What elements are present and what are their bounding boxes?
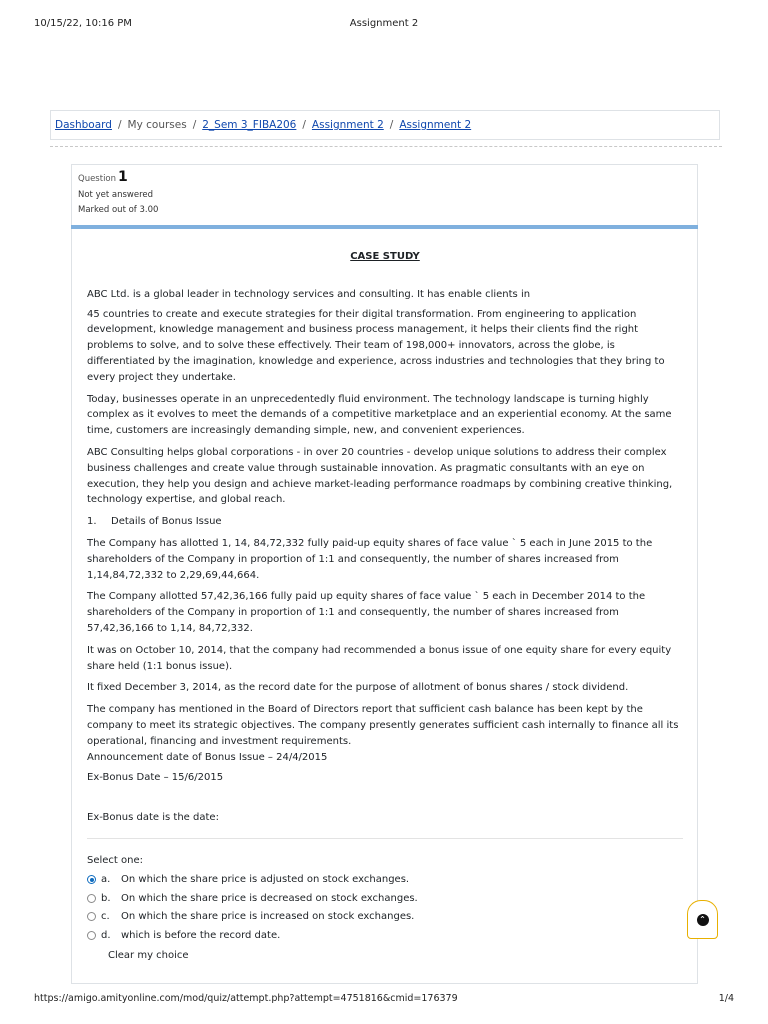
radio-c[interactable] [87, 912, 96, 921]
option-text: On which the share price is adjusted on stock exchanges. [121, 874, 410, 886]
clear-choice-link[interactable]: Clear my choice [108, 949, 189, 961]
breadcrumb-my-courses: My courses [127, 119, 187, 131]
case-paragraph: The Company has allotted 1, 14, 84,72,332 fully paid-up equity shares of face value ` 5 each in June 2015 to the shareholders of the Company in proportion of 1:1 and consequently, the number of shares increased from 1,14,84,72,332 to 2,29,69,44,664. [87, 537, 653, 581]
radio-b[interactable] [87, 894, 96, 903]
case-paragraph: ABC Consulting helps global corporations - in over 20 countries - develop unique solutions to address their complex business challenges and create value through sustainable innovation. As pragmatic consultants with an eye on execution, they help you design and achieve market-leading performance roadmaps by combining creative thinking, technology expertise, and global reach. [87, 446, 673, 506]
answer-option-a[interactable] [87, 871, 683, 890]
breadcrumb-course[interactable]: 2_Sem 3_FIBA206 [202, 119, 297, 131]
radio-d[interactable] [87, 931, 96, 940]
option-text: On which the share price is increased on stock exchanges. [121, 911, 415, 923]
case-paragraph: ABC Ltd. is a global leader in technology services and consulting. It has enable clients in [87, 288, 531, 300]
breadcrumb-separator: / [302, 119, 306, 131]
breadcrumb [50, 110, 720, 140]
option-letter: b. [101, 892, 111, 904]
question-label: Question [78, 174, 117, 184]
breadcrumb-dashboard[interactable]: Dashboard [55, 119, 112, 131]
question-text: Ex-Bonus date is the date: [87, 812, 219, 824]
answer-divider [87, 838, 683, 839]
print-datetime: 10/15/22, 10:16 PM [34, 18, 132, 29]
select-one-prompt: Select one: [87, 854, 144, 866]
case-paragraph: It fixed December 3, 2014, as the record date for the purpose of allotment of bonus shares / stock dividend. [87, 682, 629, 694]
answer-option-c[interactable] [87, 908, 683, 927]
question-info [71, 164, 698, 226]
question-number: 1 [118, 169, 128, 185]
case-study-title: CASE STUDY [350, 251, 420, 262]
case-paragraph: Today, businesses operate in an unprecedentedly fluid environment. The technology landscape is turning highly complex as it evolves to meet the demands of a competitive marketplace and an experiential economy. At the same time, customers are increasingly demanding simple, new, and convenient experiences. [87, 393, 672, 437]
option-letter: c. [101, 911, 110, 923]
question-status: Not yet answered [78, 190, 154, 200]
option-text: which is before the record date. [121, 929, 281, 941]
case-paragraph: 45 countries to create and execute strategies for their digital transformation. From engineering to application development, knowledge management and business process management, it helps their clients find the right problems to solve, and to solve these effectively. Their team of 198,000+ innovators, across the globe, is differentiated by the imagination, knowledge and experience, across industries and technologies that they bring to every project they undertake. [87, 308, 665, 383]
case-paragraph: The Company allotted 57,42,36,166 fully paid up equity shares of face value ` 5 each in December 2014 to the shareholders of the Company in proportion of 1:1 and consequently, the number of shares increased from 57,42,36,166 to 1,14, 84,72,332. [87, 591, 646, 634]
option-letter: a. [101, 874, 111, 886]
chevron-up-icon: ⌃ [697, 914, 709, 926]
divider [50, 146, 722, 147]
case-paragraph: The company has mentioned in the Board of Directors report that sufficient cash balance has been kept by the company to meet its strategic objectives. The company presently generates sufficient cash internally to finance all its operational, financing and investment requirements. [87, 704, 679, 747]
breadcrumb-separator: / [192, 119, 197, 131]
option-text: On which the share price is decreased on stock exchanges. [121, 892, 418, 904]
answer-option-d[interactable] [87, 926, 683, 945]
announcement-date: Announcement date of Bonus Issue – 24/4/2015 [87, 751, 328, 763]
breadcrumb-separator: / [117, 119, 122, 131]
list-number: 1. [87, 516, 97, 528]
page-url: https://amigo.amityonline.com/mod/quiz/attempt.php?attempt=4751816&cmid=176379 [34, 993, 458, 1004]
breadcrumb-separator: / [389, 119, 394, 131]
ex-bonus-date: Ex-Bonus Date – 15/6/2015 [87, 772, 224, 784]
scroll-to-top-button[interactable] [687, 900, 718, 939]
case-paragraph: It was on October 10, 2014, that the company had recommended a bonus issue of one equity share for every equity share held (1:1 bonus issue). [87, 644, 672, 672]
page-number: 1/4 [718, 993, 734, 1004]
list-text: Details of Bonus Issue [111, 516, 222, 528]
case-list-item [87, 514, 683, 530]
option-letter: d. [101, 929, 111, 941]
radio-a[interactable] [87, 875, 96, 884]
breadcrumb-assignment[interactable]: Assignment 2 [311, 119, 384, 131]
question-content [71, 229, 698, 984]
breadcrumb-assignment-current[interactable]: Assignment 2 [399, 119, 472, 131]
question-marks: Marked out of 3.00 [78, 205, 159, 215]
print-title: Assignment 2 [349, 18, 419, 29]
answer-option-b[interactable] [87, 889, 683, 908]
